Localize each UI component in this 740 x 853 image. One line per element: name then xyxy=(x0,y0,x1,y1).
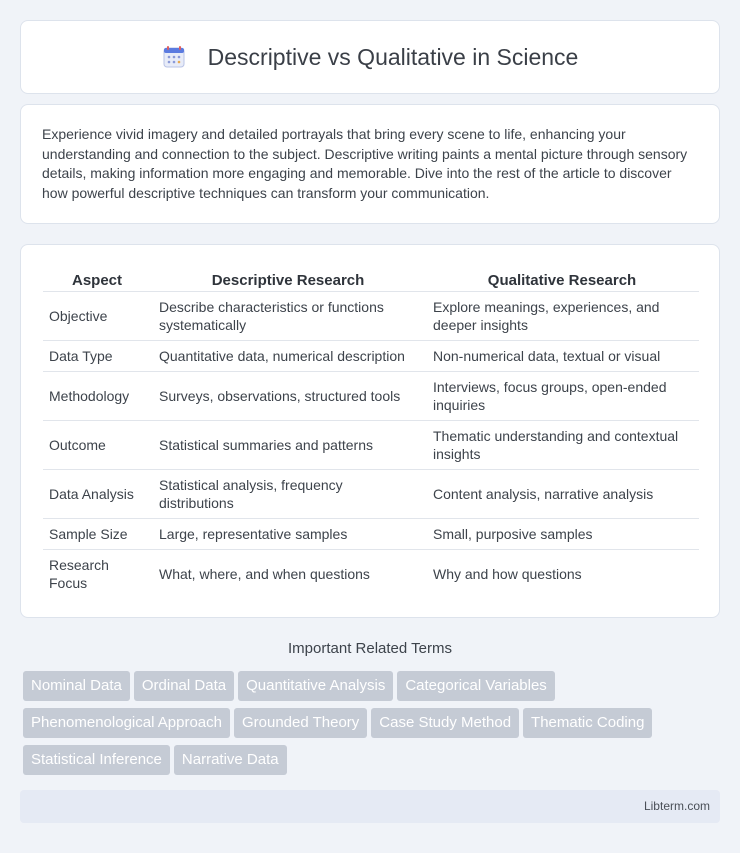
table-cell: Sample Size xyxy=(43,518,151,549)
table-row xyxy=(43,518,699,549)
footer-site-link[interactable]: Libterm.com xyxy=(643,799,710,813)
related-term-tag[interactable]: Quantitative Analysis xyxy=(238,671,393,701)
column-header: Qualitative Research xyxy=(487,272,637,289)
table-cell: Thematic understanding and contextual insights xyxy=(425,420,699,469)
table-cell: Outcome xyxy=(43,420,151,469)
table-cell: Statistical summaries and patterns xyxy=(151,420,425,469)
related-term-tag[interactable]: Ordinal Data xyxy=(134,671,234,701)
table-row xyxy=(43,549,699,598)
header-card xyxy=(20,20,720,94)
table-row xyxy=(43,291,699,340)
table-row xyxy=(43,340,699,371)
table-cell: Non-numerical data, textual or visual xyxy=(425,340,699,371)
related-term-tag[interactable]: Categorical Variables xyxy=(397,671,554,701)
comparison-table-card xyxy=(20,244,720,618)
related-term-tag[interactable]: Grounded Theory xyxy=(234,708,367,738)
table-cell: Small, purposive samples xyxy=(425,518,699,549)
intro-card xyxy=(20,104,720,224)
related-term-tag[interactable]: Phenomenological Approach xyxy=(23,708,230,738)
related-term-tag[interactable]: Case Study Method xyxy=(371,708,519,738)
table-row xyxy=(43,469,699,518)
table-cell: Quantitative data, numerical description xyxy=(151,340,425,371)
calendar-icon xyxy=(162,45,186,69)
column-header: Descriptive Research xyxy=(211,272,365,289)
table-cell: Describe characteristics or functions systematically xyxy=(151,291,425,340)
table-cell: Content analysis, narrative analysis xyxy=(425,469,699,518)
footer xyxy=(20,790,720,823)
table-cell: Research Focus xyxy=(43,549,151,598)
table-cell: Statistical analysis, frequency distributions xyxy=(151,469,425,518)
related-terms-list xyxy=(23,671,723,782)
table-row xyxy=(43,371,699,420)
table-row xyxy=(43,420,699,469)
intro-text: Experience vivid imagery and detailed portrayals that bring every scene to life, enhancing your understanding and connection to the subject. Descriptive writing paints a mental picture through sensory details, making information more engaging and memorable. Dive into the rest of the article to discover how powerful descriptive techniques can transform your communication. xyxy=(42,126,688,201)
table-header-row xyxy=(43,265,699,291)
page-title: Descriptive vs Qualitative in Science xyxy=(207,43,579,70)
related-term-tag[interactable]: Narrative Data xyxy=(174,745,287,775)
table-cell: Explore meanings, experiences, and deeper insights xyxy=(425,291,699,340)
table-cell: Large, representative samples xyxy=(151,518,425,549)
table-cell: Why and how questions xyxy=(425,549,699,598)
table-cell: Data Analysis xyxy=(43,469,151,518)
related-terms-title: Important Related Terms xyxy=(288,640,452,657)
table-cell: Interviews, focus groups, open-ended inquiries xyxy=(425,371,699,420)
related-term-tag[interactable]: Statistical Inference xyxy=(23,745,170,775)
table-cell: Surveys, observations, structured tools xyxy=(151,371,425,420)
related-term-tag[interactable]: Thematic Coding xyxy=(523,708,652,738)
related-term-tag[interactable]: Nominal Data xyxy=(23,671,130,701)
table-cell: Objective xyxy=(43,291,151,340)
table-cell: Methodology xyxy=(43,371,151,420)
table-cell: What, where, and when questions xyxy=(151,549,425,598)
table-cell: Data Type xyxy=(43,340,151,371)
column-header: Aspect xyxy=(71,272,123,289)
comparison-table xyxy=(43,265,699,598)
